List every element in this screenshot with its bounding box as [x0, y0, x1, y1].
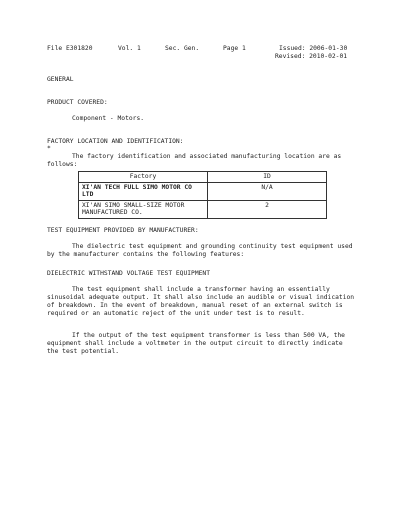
factory-asterisk: * [47, 145, 51, 152]
factory-heading: FACTORY LOCATION AND IDENTIFICATION: [47, 138, 184, 145]
voltmeter-text: If the output of the test equipment transformer is less than 500 VA, the equipment shall include a voltmeter in the output circuit to directly indicate the test potential. [47, 332, 345, 355]
table-row [79, 200, 327, 218]
factory-id: 2 [208, 200, 327, 218]
product-text: Component - Motors. [72, 115, 145, 122]
id-column-header: ID [208, 172, 327, 183]
table-row [79, 182, 327, 200]
equipment-text: The dielectric test equipment and grounding continuity test equipment used by the manufacturer contains the following features: [47, 243, 353, 258]
factory-intro [47, 153, 357, 169]
dielectric-paragraph [47, 286, 357, 318]
voltmeter-paragraph [47, 332, 357, 356]
factory-name: XI'AN SIMO SMALL-SIZE MOTOR MANUFACTURED CO. [79, 200, 208, 218]
dielectric-heading: DIELECTRIC WITHSTAND VOLTAGE TEST EQUIPMENT [47, 270, 211, 277]
factory-table [78, 171, 327, 219]
page-number: Page 1 [223, 45, 246, 52]
issued-date: Issued: 2006-01-30 [279, 45, 348, 52]
file-number: File E301820 [47, 45, 93, 52]
factory-column-header: Factory [79, 172, 208, 183]
volume: Vol. 1 [118, 45, 141, 52]
factory-name: XI'AN TECH FULL SIMO MOTOR CO LTD [79, 182, 208, 200]
factory-id: N/A [208, 182, 327, 200]
general-heading: GENERAL [47, 76, 74, 83]
product-heading: PRODUCT COVERED: [47, 99, 108, 106]
equipment-paragraph [47, 243, 357, 259]
dielectric-text: The test equipment shall include a transformer having an essentially sinusoidal adequate output. It shall also include an audible or visual indication of breakdown. In the event of breakdown, manual reset of an external switch is required or an automatic reject of the unit under test is to result. [47, 286, 355, 317]
equipment-heading: TEST EQUIPMENT PROVIDED BY MANUFACTURER: [47, 227, 199, 234]
table-header-row [79, 172, 327, 183]
factory-intro-text: The factory identification and associated manufacturing location are as follows: [47, 153, 342, 168]
revised-date: Revised: 2010-02-01 [275, 53, 348, 60]
section: Sec. Gen. [165, 45, 200, 52]
